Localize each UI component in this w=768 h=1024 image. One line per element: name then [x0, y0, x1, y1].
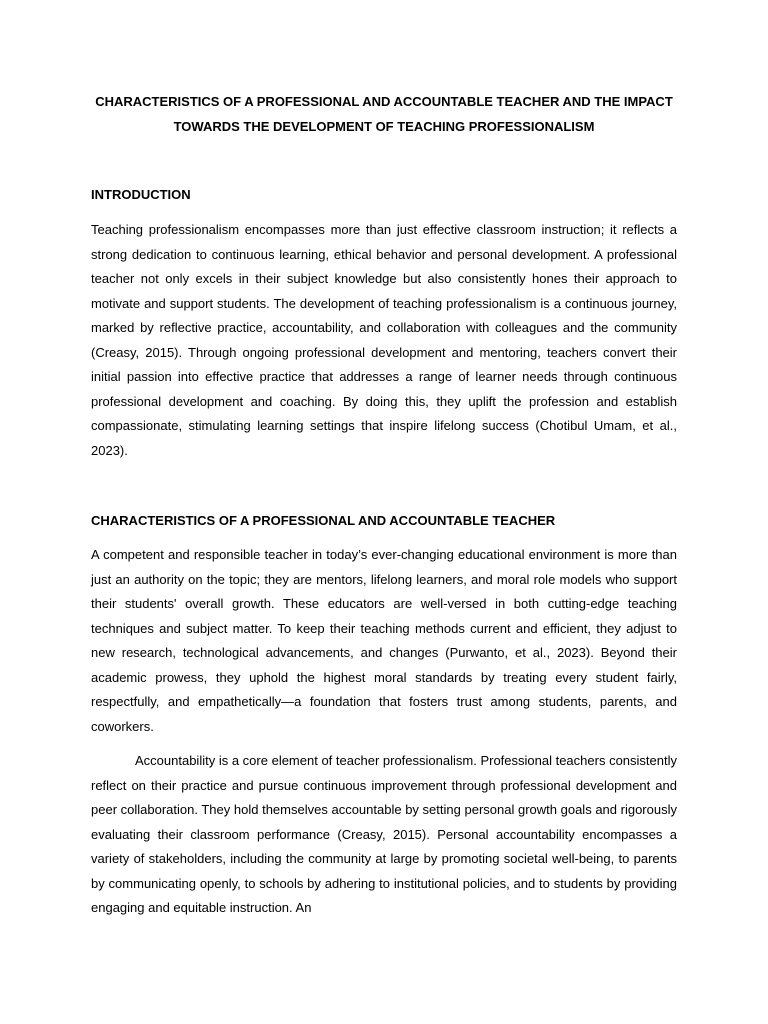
paragraph-characteristics-2: Accountability is a core element of teacher professionalism. Professional teachers consistently reflect on their practice and pursue continuous improvement through professional development and peer collaboration. They hold themselves accountable by setting personal growth goals and rigorously evaluating their classroom performance (Creasy, 2015). Personal accountability encompasses a variety of stakeholders, including the community at large by promoting societal well-being, to parents by communicating openly, to schools by adhering to institutional policies, and to students by providing engaging and equitable instruction. An — [91, 753, 677, 915]
paragraph-introduction: Teaching professionalism encompasses more than just effective classroom instruction; it reflects a strong dedication to continuous learning, ethical behavior and personal development. A professional teacher not only excels in their subject knowledge but also consistently hones their approach to motivate and support students. The development of teaching professionalism is a continuous journey, marked by reflective practice, accountability, and collaboration with colleagues and the community (Creasy, 2015). Through ongoing professional development and mentoring, teachers convert their initial passion into effective practice that addresses a range of learner needs through continuous professional development and coaching. By doing this, they uplift the profession and establish compassionate, stimulating learning settings that inspire lifelong success (Chotibul Umam, et al., 2023). — [91, 222, 677, 458]
paragraph-characteristics-1: A competent and responsible teacher in today’s ever-changing educational environment is more than just an authority on the topic; they are mentors, lifelong learners, and moral role models who support their students' overall growth. These educators are well-versed in both cutting-edge teaching techniques and subject matter. To keep their teaching methods current and efficient, they adjust to new research, technological advancements, and changes (Purwanto, et al., 2023). Beyond their academic prowess, they uphold the highest moral standards by treating every student fairly, respectfully, and empathetically—a foundation that fosters trust among students, parents, and coworkers. — [91, 547, 677, 734]
section-heading-characteristics: CHARACTERISTICS OF A PROFESSIONAL AND ACCOUNTABLE TEACHER — [91, 513, 556, 528]
section-heading-introduction: INTRODUCTION — [91, 187, 191, 202]
document-title: CHARACTERISTICS OF A PROFESSIONAL AND ACCOUNTABLE TEACHER AND THE IMPACT TOWARDS THE DEVELOPMENT OF TEACHING PROFESSIONALISM — [95, 94, 673, 134]
